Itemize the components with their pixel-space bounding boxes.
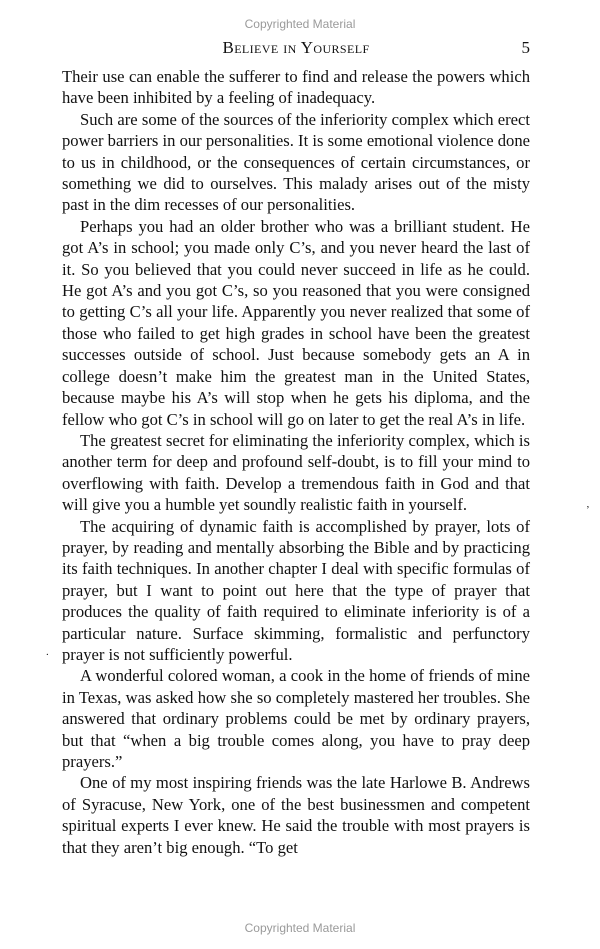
copyright-watermark-bottom: Copyrighted Material	[244, 921, 356, 935]
paragraph: Such are some of the sources of the inferiority complex which erect power barriers in our personalities. It is some emotional violence done to us in childhood, or the consequences of certain circumstances, or something we did to ourselves. This malady arises out of the misty past in the dim recesses of our personalities.	[62, 109, 530, 215]
running-header	[62, 38, 530, 60]
paragraph: Perhaps you had an older brother who was a brilliant student. He got A’s in school; you made only C’s, and you never heard the last of it. So you believed that you could never succeed in life as he could. He got A’s and you got C’s, so you reasoned that you were consigned to getting C’s all your life. Apparently you never realized that some of those who failed to get high grades in school have been the greatest successes outside of school. Just because somebody gets an A in college doesn’t make him the greatest man in the United States, because maybe his A’s will stop when he gets his diploma, and the fellow who got C’s in school will go on later to get the real A’s in life.	[62, 216, 530, 429]
running-title: Believe in Yourself	[222, 38, 370, 57]
scan-speck: ’	[586, 504, 590, 516]
paragraph: The greatest secret for eliminating the inferiority complex, which is another term for deep and profound self-doubt, is to fill your mind to overflowing with faith. Develop a tremendous faith in God and that will give you a humble yet soundly realistic faith in yourself.	[62, 430, 530, 515]
body-text	[62, 66, 530, 858]
paragraph: A wonderful colored woman, a cook in the home of friends of mine in Texas, was asked how she so completely mastered her troubles. She answered that ordinary problems could be met by ordinary prayers, but that “when a big trouble comes along, you have to pray deep prayers.”	[62, 666, 530, 771]
copyright-watermark-top: Copyrighted Material	[244, 17, 356, 31]
page-number: 5	[521, 38, 530, 57]
paragraph: One of my most inspiring friends was the late Harlowe B. Andrews of Syracuse, New York, one of the best businessmen and competent spiritual experts I ever knew. He said the trouble with most prayers is that they aren’t big enough. “To get	[62, 773, 530, 857]
scan-speck: .	[46, 646, 49, 658]
paragraph-continued: Their use can enable the sufferer to find and release the powers which have been inhibited by a feeling of inadequacy.	[62, 67, 530, 108]
paragraph: The acquiring of dynamic faith is accomplished by prayer, lots of prayer, by reading and mentally absorbing the Bible and by practicing its faith techniques. In another chapter I deal with specific formulas of prayer, but I want to point out here that the type of prayer that produces the quality of faith required to eliminate inferiority is of a particular nature. Surface skimming, formalistic and perfunctory prayer is not sufficiently powerful.	[62, 516, 530, 664]
